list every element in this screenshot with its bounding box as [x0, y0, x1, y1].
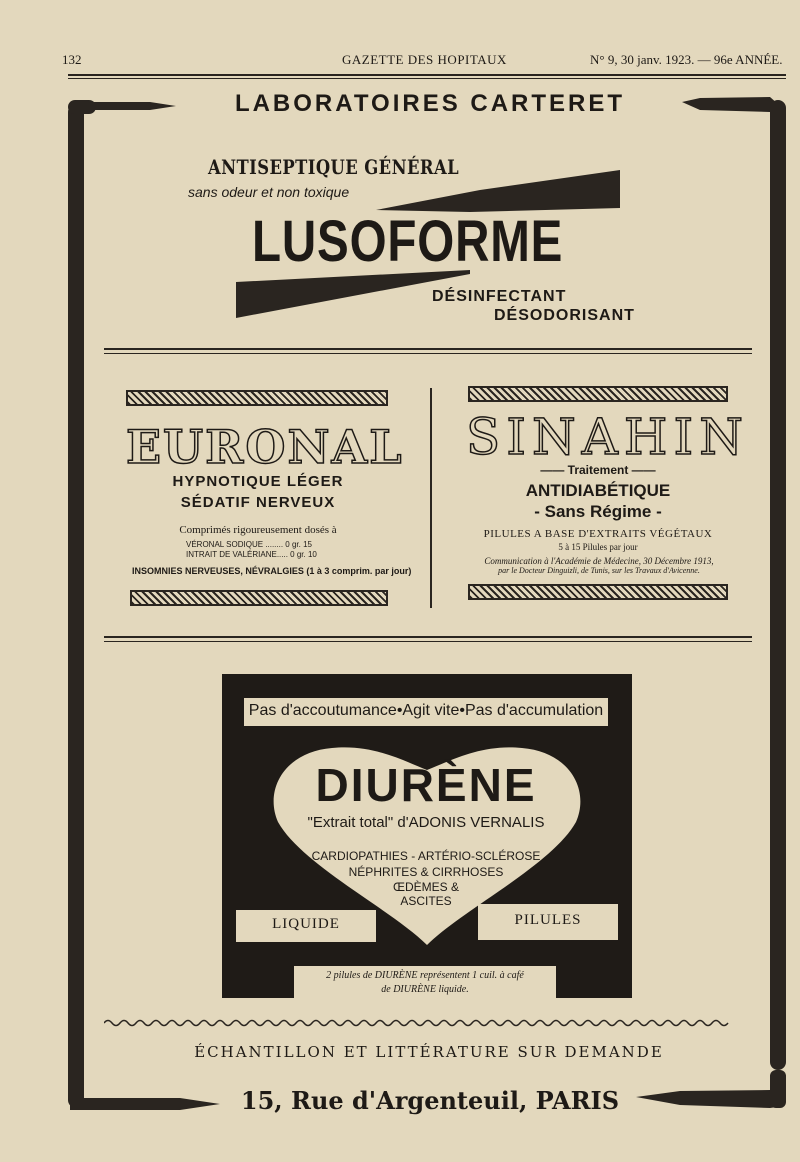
lusoforme-name: LUSOFORME — [252, 209, 564, 274]
euronal-name: EURONAL — [126, 420, 404, 474]
euronal-bottom-border — [130, 590, 388, 606]
diurene-liquide: LIQUIDE — [272, 916, 340, 932]
diurene-ascites: ASCITES — [400, 894, 452, 908]
euronal-veronal: VÉRONAL SODIQUE ........ 0 gr. 15 — [186, 540, 312, 549]
page-number: 132 — [62, 52, 82, 67]
footer-address: 15, Rue d'Argenteuil, PARIS — [240, 1086, 620, 1115]
diurene-oedemes: ŒDÈMES & — [392, 880, 459, 894]
section-rule-2 — [104, 636, 752, 638]
diurene-note-1: 2 pilules de DIURÈNE représentent 1 cuil. à café — [326, 970, 524, 981]
section-rule-1b — [104, 353, 752, 354]
diurene-name: DIURÈNE — [315, 759, 537, 811]
sinahin-dinguizli: par le Docteur Dinguizli, de Tunis, sur les Travaux d'Avicenne. — [498, 566, 700, 575]
sinahin-name: SINAHIN — [466, 408, 749, 466]
diurene-cardiopathies: CARDIOPATHIES - ARTÉRIO-SCLÉROSE — [311, 849, 541, 863]
footer-echantillon: ÉCHANTILLON ET LITTÉRATURE SUR DEMANDE — [194, 1043, 664, 1061]
diurene-extrait: "Extrait total" d'ADONIS VERNALIS — [307, 814, 545, 831]
sinahin-antidiabetique: ANTIDIABÉTIQUE — [525, 481, 671, 500]
sinahin-communication: Communication à l'Académie de Médecine, 30 Décembre 1913, — [484, 556, 714, 566]
section-rule-1 — [104, 348, 752, 350]
euronal-sedatif: SÉDATIF NERVEUX — [180, 494, 336, 511]
sinahin-pilules: PILULES A BASE D'EXTRAITS VÉGÉTAUX — [483, 528, 713, 540]
wavy-rule — [104, 1017, 752, 1029]
sinahin-pilules-jour: 5 à 15 Pilules par jour — [558, 542, 638, 552]
euronal-insomnies: INSOMNIES NERVEUSES, NÉVRALGIES (1 à 3 comprim. par jour) — [132, 566, 412, 576]
sinahin-traitement: —— Traitement —— — [540, 463, 656, 477]
frame-left-top-corner — [68, 100, 96, 114]
carteret-title: LABORATOIRES CARTERET — [234, 90, 626, 117]
lusoforme-desodorisant: DÉSODORISANT — [494, 307, 635, 324]
diurene-nephrites: NÉPHRITES & CIRRHOSES — [348, 865, 504, 879]
frame-left-bar — [68, 104, 84, 1108]
diurene-tagline: Pas d'accoutumance•Agit vite•Pas d'accumulation — [248, 702, 604, 719]
euronal-valeriane: INTRAIT DE VALÉRIANE..... 0 gr. 10 — [186, 550, 317, 559]
lusoforme-desinfectant: DÉSINFECTANT — [432, 288, 567, 305]
lusoforme-sans-odeur: sans odeur et non toxique — [188, 184, 350, 200]
running-head: GAZETTE DES HOPITAUX — [342, 52, 507, 67]
diurene-pilules: PILULES — [514, 912, 582, 928]
lusoforme-antiseptique: ANTISEPTIQUE GÉNÉRAL — [208, 155, 460, 179]
sinahin-sans-regime: - Sans Régime - — [534, 502, 662, 521]
euronal-comprimes: Comprimés rigoureusement dosés à — [179, 524, 337, 536]
section-rule-2b — [104, 641, 752, 642]
column-divider — [430, 388, 432, 608]
frame-right-bottom-corner — [770, 1070, 786, 1108]
frame-top-left-spear — [90, 102, 176, 110]
euronal-hypnotique: HYPNOTIQUE LÉGER — [172, 473, 344, 490]
issue-info: N° 9, 30 janv. 1923. — 96e ANNÉE. — [590, 52, 783, 67]
sinahin-top-border — [468, 386, 728, 402]
frame-right-bar — [770, 100, 786, 1070]
sinahin-bottom-border — [468, 584, 728, 600]
euronal-top-border — [126, 390, 388, 406]
frame-top-right-spear — [682, 97, 778, 112]
diurene-note-2: de DIURÈNE liquide. — [381, 984, 469, 995]
